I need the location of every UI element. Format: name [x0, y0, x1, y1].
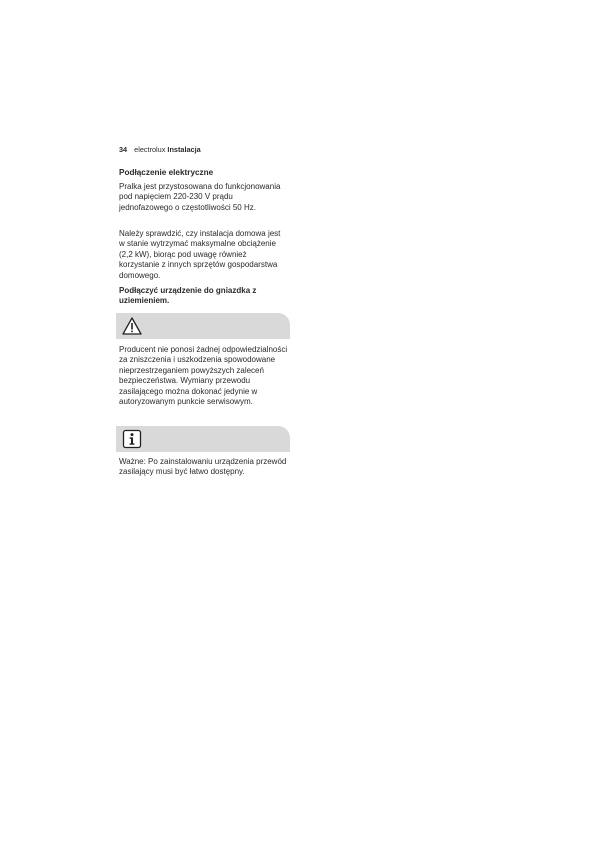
info-icon: [122, 429, 142, 449]
info-banner: [116, 426, 290, 452]
section-heading: Podłączenie elektryczne: [119, 168, 214, 177]
paragraph-load: Należy sprawdzić, czy instalacja domowa jest w stanie wytrzymać maksymalne obciążenie (2,2 kW), biorąc pod uwagę również korzystanie z innych sprzętów gospodarstwa domowego.: [119, 229, 281, 280]
warning-triangle-icon: [122, 316, 142, 336]
page-number: 34: [119, 145, 128, 154]
page-header: [119, 145, 201, 154]
paragraph-grounding: Podłączyć urządzenie do gniazdka z uziemieniem.: [119, 286, 257, 306]
paragraph-voltage: Pralka jest przystosowana do funkcjonowania pod napięciem 220-230 V prądu jednofazowego o częstotliwości 50 Hz.: [119, 182, 281, 212]
warning-text: Producent nie ponosi żadnej odpowiedzialności za zniszczenia i uszkodzenia spowodowane nieprzestrzeganiem powyższych zaleceń bezpieczeństwa. Wymiany przewodu zasilającego można dokonać jedynie w autoryzowanym punkcie serwisowym.: [119, 345, 288, 407]
info-text: Ważne: Po zainstalowaniu urządzenia przewód zasilający musi być łatwo dostępny.: [119, 457, 287, 477]
section-title: Instalacja: [167, 145, 201, 154]
brand-name: electrolux: [134, 145, 166, 154]
warning-banner: [116, 313, 290, 339]
